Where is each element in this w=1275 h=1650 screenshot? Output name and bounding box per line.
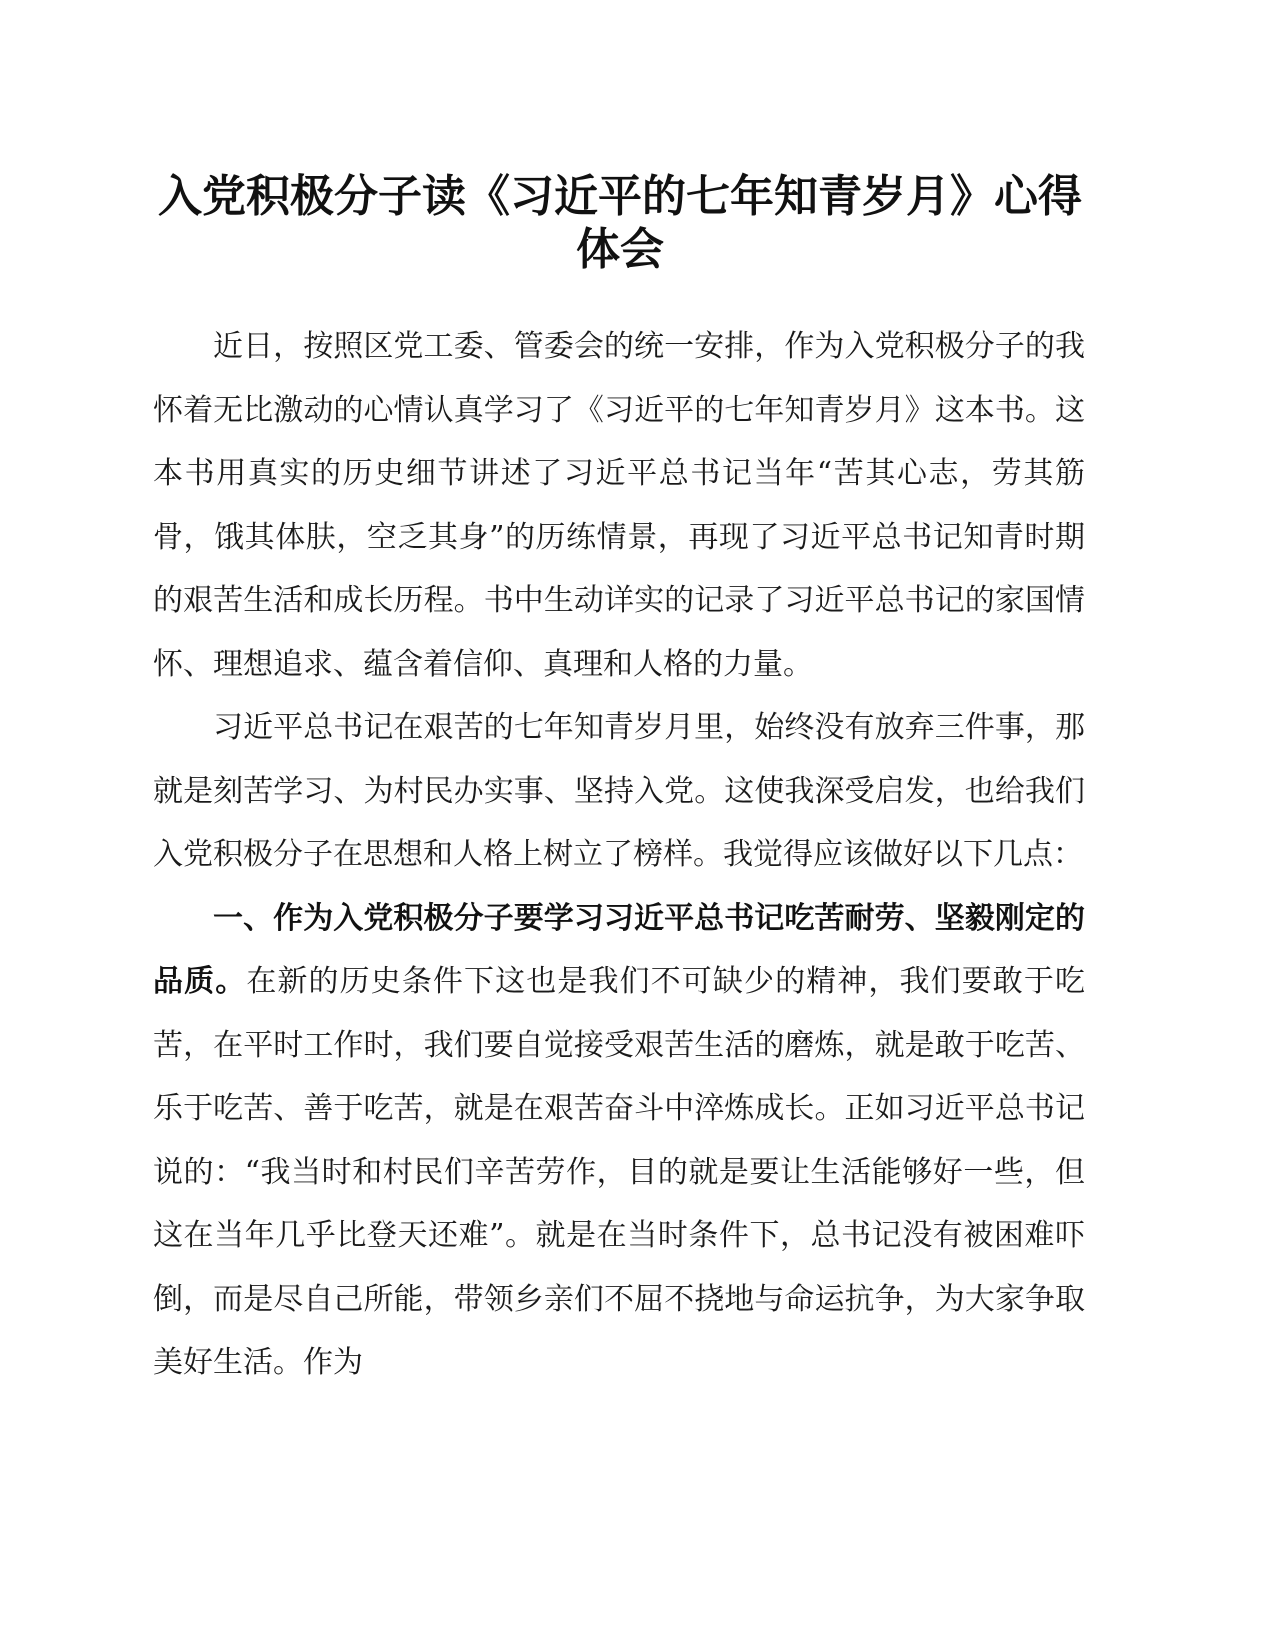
document-body [153,315,1085,1395]
paragraph-text: 近日，按照区党工委、管委会的统一安排，作为入党积极分子的我怀着无比激动的心情认真学习了《习近平的七年知青岁月》这本书。这本书用真实的历史细节讲述了习近平总书记当年“苦其心志，劳其筋骨，饿其体肤，空乏其身”的历练情景，再现了习近平总书记知青时期的艰苦生活和成长历程。书中生动详实的记录了习近平总书记的家国情怀、理想追求、蕴含着信仰、真理和人格的力量。 [153,329,1085,682]
document-title: 入党积极分子读《习近平的七年知青岁月》心得体会 [158,171,1082,275]
paragraph-point-one [153,887,1085,1395]
paragraph-text: 在新的历史条件下这也是我们不可缺少的精神，我们要敢于吃苦，在平时工作时，我们要自觉接受艰苦生活的磨炼，就是敢于吃苦、乐于吃苦、善于吃苦，就是在艰苦奋斗中淬炼成长。正如习近平总书记说的：“我当时和村民们辛苦劳作，目的就是要让生活能够好一些，但这在当年几乎比登天还难”。就是在当时条件下，总书记没有被困难吓倒，而是尽自己所能，带领乡亲们不屈不挠地与命运抗争，为大家争取美好生活。作为 [153,964,1086,1380]
paragraph-intro [153,315,1085,696]
paragraph-three-things [153,696,1085,887]
paragraph-text: 习近平总书记在艰苦的七年知青岁月里，始终没有放弃三件事，那就是刻苦学习、为村民办实事、坚持入党。这使我深受启发，也给我们入党积极分子在思想和人格上树立了榜样。我觉得应该做好以下几点： [153,710,1085,872]
section-heading: 一、作为入党积极分子要学习习近平总书记吃苦耐劳、坚毅刚定的品质。 [153,900,1085,999]
